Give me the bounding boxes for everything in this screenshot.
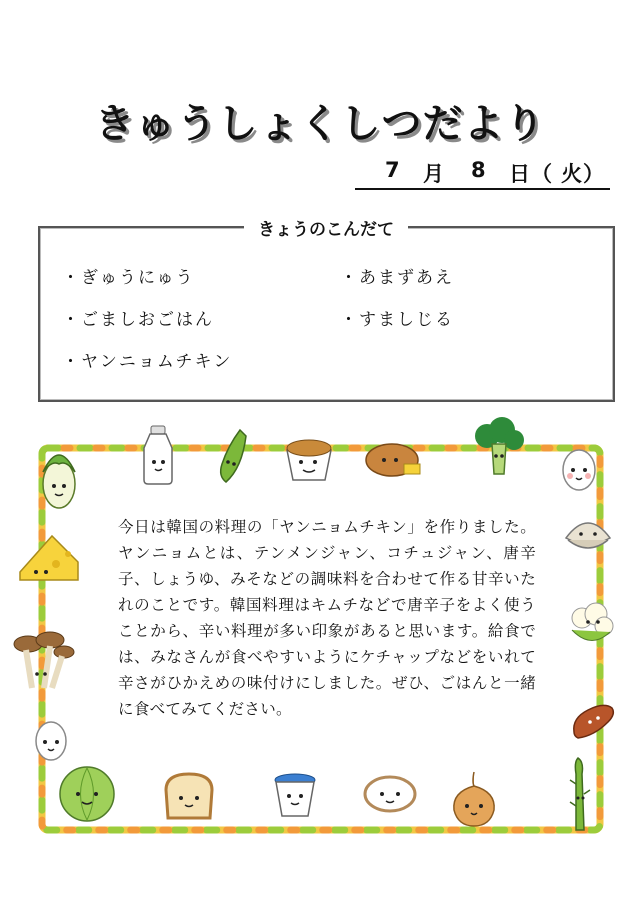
page-title: きゅうしょくしつだより (94, 101, 546, 147)
menu-item: ・あまずあえ (340, 268, 454, 288)
date-weekday-close: ） (583, 162, 604, 186)
cheese-icon (16, 532, 82, 584)
menu-item: ・すましじる (340, 310, 454, 330)
egg-icon (32, 718, 70, 762)
rice-bowl-icon (362, 774, 418, 820)
asparagus-icon (564, 754, 598, 834)
date-month: 7 (385, 158, 400, 182)
date-underline (355, 188, 610, 190)
clam-icon (562, 512, 614, 556)
message-text: 今日は韓国の料理の「ヤンニョムチキン」を作りました。ヤンニョムとは、テンメンジャン、コチュジャン、唐辛子、しょうゆ、みそなどの調味料を合わせて作る甘辛いたれのことです。韓国料理はキムチなどで唐辛子をよく使うことから、辛い料理が多い印象があると思います。給食では、みなさんが食べやすいようにケチャップなどをいれて辛さがひかえめの味付けにしました。ぜひ、ごはんと一緒に食べてみてください。 (118, 518, 536, 718)
napa-cabbage-icon (36, 442, 82, 510)
cauliflower-icon (566, 600, 616, 650)
menu-heading: きょうのこんだて (244, 215, 408, 240)
menu-item: ・ごましおごはん (62, 310, 214, 330)
bread-roll-icon (364, 440, 424, 480)
onion-icon (448, 770, 500, 828)
date-weekday: 火 (561, 162, 582, 186)
egg-icon (560, 446, 598, 492)
menu-item: ・ぎゅうにゅう (62, 268, 195, 288)
toast-icon (160, 770, 218, 822)
date-weekday-open: （ (531, 162, 552, 186)
date-month-unit: 月 (423, 162, 444, 186)
menu-item: ・ヤンニョムチキン (62, 352, 233, 372)
milk-bottle-icon (138, 424, 178, 486)
cabbage-icon (54, 764, 120, 824)
natto-icon (283, 432, 335, 484)
date-day-unit: 日 (509, 162, 530, 186)
mushroom-icon (10, 630, 76, 692)
sausage-icon (566, 696, 620, 742)
date (355, 158, 610, 188)
broccoli-icon (472, 416, 526, 478)
yogurt-icon (270, 770, 320, 820)
date-day: 8 (471, 158, 486, 182)
okra-icon (212, 428, 252, 484)
